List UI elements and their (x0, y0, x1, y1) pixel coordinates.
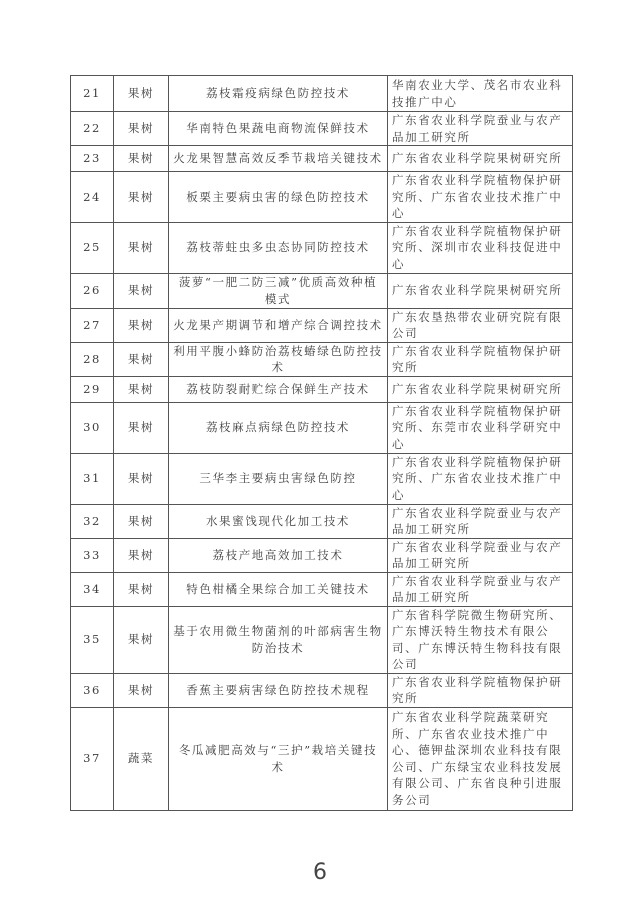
row-number: 25 (71, 222, 114, 273)
organization-cell: 华南农业大学、茂名市农业科技推广中心 (388, 76, 573, 112)
category-cell: 果树 (114, 673, 169, 707)
table-row (71, 673, 573, 707)
technology-name-cell: 香蕉主要病害绿色防控技术规程 (169, 673, 388, 707)
technology-name-cell: 基于农用微生物菌剂的叶部病害生物防治技术 (169, 606, 388, 673)
technology-name-cell: 荔枝麻点病绿色防控技术 (169, 402, 388, 453)
category-cell: 果树 (114, 222, 169, 273)
row-number: 22 (71, 112, 114, 146)
row-number: 37 (71, 707, 114, 810)
category-cell: 果树 (114, 273, 169, 308)
table-row (71, 172, 573, 223)
table-row (71, 572, 573, 606)
row-number: 36 (71, 673, 114, 707)
technology-name-cell: 火龙果智慧高效反季节栽培关键技术 (169, 146, 388, 172)
row-number: 21 (71, 76, 114, 112)
category-cell: 果树 (114, 112, 169, 146)
technology-name-cell: 水果蜜饯现代化加工技术 (169, 504, 388, 538)
page-number: 6 (313, 860, 327, 885)
row-number: 30 (71, 402, 114, 453)
technology-table (70, 75, 573, 811)
table-row (71, 504, 573, 538)
category-cell: 果树 (114, 402, 169, 453)
table-row (71, 342, 573, 376)
row-number: 23 (71, 146, 114, 172)
organization-cell: 广东省农业科学院植物保护研究所、广东省农业技术推广中心 (388, 453, 573, 504)
table-row (71, 273, 573, 308)
table-row (71, 112, 573, 146)
row-number: 24 (71, 172, 114, 223)
table-row (71, 538, 573, 572)
category-cell: 果树 (114, 342, 169, 376)
category-cell: 果树 (114, 538, 169, 572)
table-body (71, 76, 573, 811)
category-cell: 果树 (114, 572, 169, 606)
table-row (71, 402, 573, 453)
organization-cell: 广东省农业科学院植物保护研究所、深圳市农业科技促进中心 (388, 222, 573, 273)
category-cell: 果树 (114, 606, 169, 673)
row-number: 26 (71, 273, 114, 308)
row-number: 32 (71, 504, 114, 538)
technology-name-cell: 特色柑橘全果综合加工关键技术 (169, 572, 388, 606)
organization-cell: 广东省农业科学院蚕业与农产品加工研究所 (388, 112, 573, 146)
table-row (71, 707, 573, 810)
technology-name-cell: 火龙果产期调节和增产综合调控技术 (169, 308, 388, 342)
table-row (71, 606, 573, 673)
organization-cell: 广东农垦热带农业研究院有限公司 (388, 308, 573, 342)
row-number: 34 (71, 572, 114, 606)
organization-cell: 广东省农业科学院植物保护研究所 (388, 673, 573, 707)
organization-cell: 广东省农业科学院蚕业与农产品加工研究所 (388, 504, 573, 538)
table-row (71, 76, 573, 112)
table-row (71, 453, 573, 504)
row-number: 33 (71, 538, 114, 572)
organization-cell: 广东省农业科学院蚕业与农产品加工研究所 (388, 572, 573, 606)
technology-name-cell: 三华李主要病虫害绿色防控 (169, 453, 388, 504)
category-cell: 果树 (114, 172, 169, 223)
category-cell: 果树 (114, 76, 169, 112)
table-row (71, 376, 573, 402)
category-cell: 果树 (114, 308, 169, 342)
table-row (71, 308, 573, 342)
technology-name-cell: 荔枝防裂耐贮综合保鲜生产技术 (169, 376, 388, 402)
organization-cell: 广东省农业科学院植物保护研究所 (388, 342, 573, 376)
category-cell: 蔬菜 (114, 707, 169, 810)
technology-name-cell: 板栗主要病虫害的绿色防控技术 (169, 172, 388, 223)
category-cell: 果树 (114, 146, 169, 172)
category-cell: 果树 (114, 376, 169, 402)
technology-name-cell: 冬瓜减肥高效与“三护”栽培关键技术 (169, 707, 388, 810)
row-number: 28 (71, 342, 114, 376)
row-number: 31 (71, 453, 114, 504)
technology-name-cell: 利用平腹小蜂防治荔枝蝽绿色防控技术 (169, 342, 388, 376)
technology-name-cell: 荔枝蒂蛀虫多虫态协同防控技术 (169, 222, 388, 273)
organization-cell: 广东省农业科学院果树研究所 (388, 273, 573, 308)
technology-name-cell: 荔枝霜疫病绿色防控技术 (169, 76, 388, 112)
table-row (71, 146, 573, 172)
organization-cell: 广东省农业科学院果树研究所 (388, 146, 573, 172)
organization-cell: 广东省农业科学院植物保护研究所、东莞市农业科学研究中心 (388, 402, 573, 453)
technology-name-cell: 华南特色果蔬电商物流保鲜技术 (169, 112, 388, 146)
organization-cell: 广东省农业科学院蔬菜研究所、广东省农业技术推广中心、德钾盐深圳农业科技有限公司、广东绿宝农业科技发展有限公司、广东省良种引进服务公司 (388, 707, 573, 810)
category-cell: 果树 (114, 504, 169, 538)
row-number: 35 (71, 606, 114, 673)
technology-name-cell: 荔枝产地高效加工技术 (169, 538, 388, 572)
table-row (71, 222, 573, 273)
organization-cell: 广东省农业科学院植物保护研究所、广东省农业技术推广中心 (388, 172, 573, 223)
technology-name-cell: 菠萝“一肥二防三减”优质高效种植模式 (169, 273, 388, 308)
organization-cell: 广东省科学院微生物研究所、广东博沃特生物技术有限公司、广东博沃特生物科技有限公司 (388, 606, 573, 673)
row-number: 29 (71, 376, 114, 402)
organization-cell: 广东省农业科学院果树研究所 (388, 376, 573, 402)
organization-cell: 广东省农业科学院蚕业与农产品加工研究所 (388, 538, 573, 572)
category-cell: 果树 (114, 453, 169, 504)
row-number: 27 (71, 308, 114, 342)
